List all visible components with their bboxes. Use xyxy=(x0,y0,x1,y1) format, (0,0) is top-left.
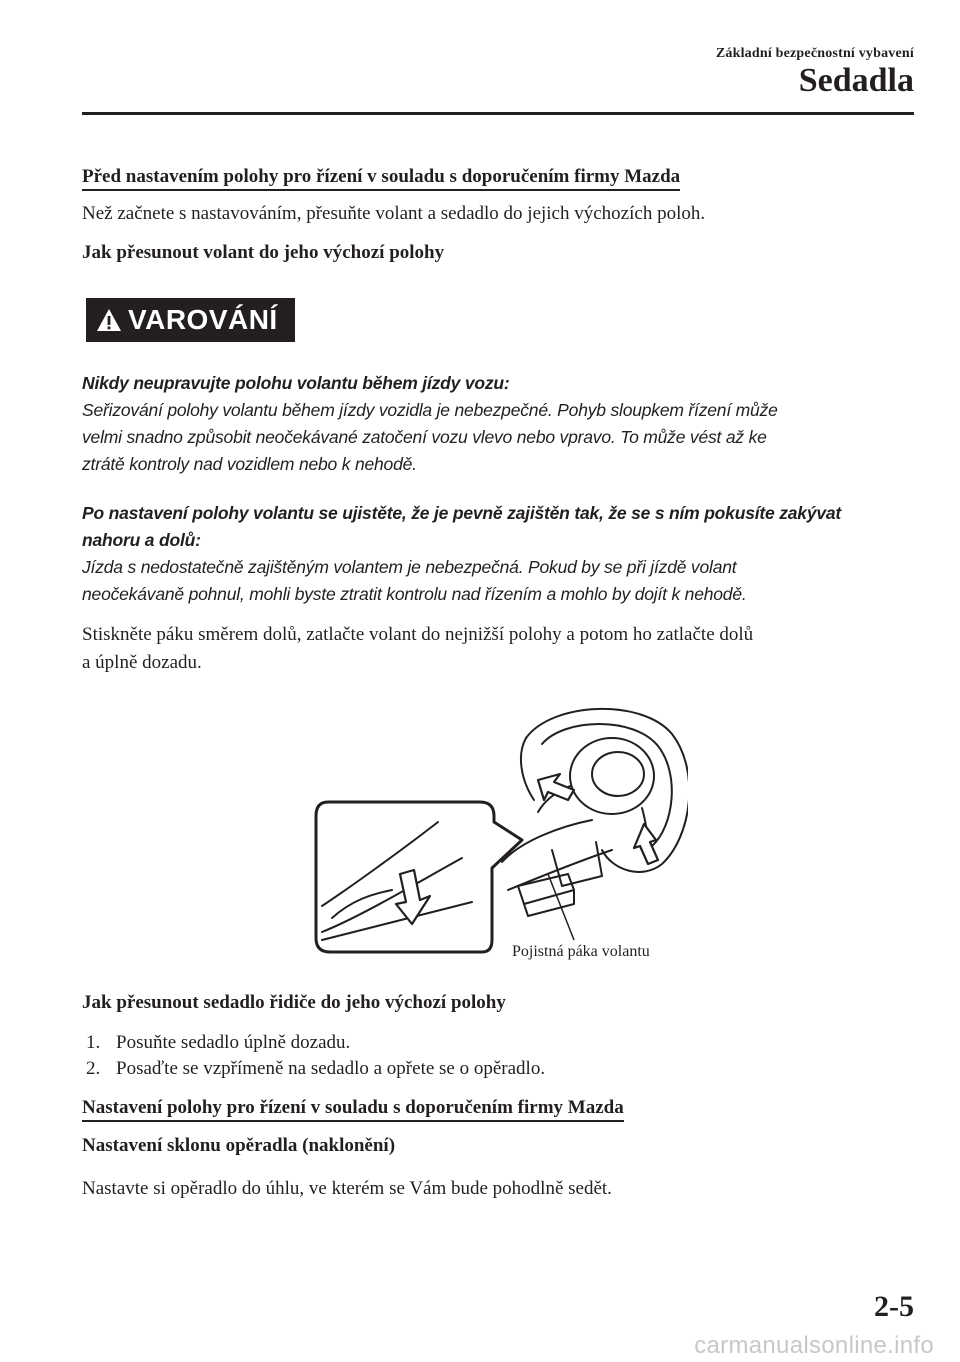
warning-1-line: Seřizování polohy volantu během jízdy vozidla je nebezpečné. Pohyb sloupkem řízení může xyxy=(82,400,778,420)
warning-badge xyxy=(86,298,295,342)
watermark: carmanualsonline.info xyxy=(694,1332,934,1359)
figure-caption: Pojistná páka volantu xyxy=(512,943,650,960)
header-rule xyxy=(82,112,914,115)
warning-2-title: Po nastavení polohy volantu se ujistěte, že je pevně zajištěn tak, že se s ním pokusíte zakývat xyxy=(82,503,842,523)
instruction-line: a úplně dozadu. xyxy=(82,652,202,673)
warning-2-line: neočekávaně pohnul, mohli byste ztratit kontrolu nad řízením a mohlo by dojít k nehodě. xyxy=(82,584,747,604)
subheading-steering-wheel: Jak přesunout volant do jeho výchozí polohy xyxy=(82,242,445,263)
warning-2-line: Jízda s nedostatečně zajištěným volantem je nebezpečná. Pokud by se při jízdě volant xyxy=(82,557,737,577)
warning-1-line: ztrátě kontroly nad vozidlem nebo k nehodě. xyxy=(82,454,417,474)
page-number: 2-5 xyxy=(874,1290,914,1323)
list-item: 1. Posuňte sedadlo úplně dozadu. xyxy=(86,1032,351,1053)
section-kicker: Základní bezpečnostní vybavení xyxy=(715,46,914,61)
subheading-driver-seat: Jak přesunout sedadlo řidiče do jeho výchozí polohy xyxy=(82,992,506,1013)
steering-lever-illustration xyxy=(312,690,688,968)
warning-label: VAROVÁNÍ xyxy=(128,304,278,335)
instruction-paragraph xyxy=(82,621,892,677)
warning-1-title: Nikdy neupravujte polohu volantu během jízdy vozu: xyxy=(82,373,510,393)
section-heading-adjustment: Nastavení polohy pro řízení v souladu s doporučením firmy Mazda xyxy=(82,1097,624,1122)
seat-steps-list xyxy=(86,1030,545,1082)
section-title: Sedadla xyxy=(798,62,914,99)
section-heading-preparation: Před nastavením polohy pro řízení v souladu s doporučením firmy Mazda xyxy=(82,166,680,191)
instruction-line: Stiskněte páku směrem dolů, zatlačte volant do nejnižší polohy a potom ho zatlačte dolů xyxy=(82,624,754,645)
intro-paragraph: Než začnete s nastavováním, přesuňte volant a sedadlo do jejich výchozích poloh. xyxy=(82,203,706,224)
warning-2-title: nahoru a dolů: xyxy=(82,530,201,550)
warning-paragraph-2 xyxy=(82,500,912,608)
warning-paragraph-1 xyxy=(82,370,912,478)
warning-triangle-icon xyxy=(96,307,122,333)
backrest-paragraph: Nastavte si opěradlo do úhlu, ve kterém se Vám bude pohodlně sedět. xyxy=(82,1178,612,1199)
subheading-backrest: Nastavení sklonu opěradla (naklonění) xyxy=(82,1135,396,1156)
list-item: 2. Posaďte se vzpřímeně na sedadlo a opřete se o opěradlo. xyxy=(86,1058,546,1079)
warning-1-line: velmi snadno způsobit neočekávané zatočení vozu vlevo nebo vpravo. To může vést až ke xyxy=(82,427,767,447)
